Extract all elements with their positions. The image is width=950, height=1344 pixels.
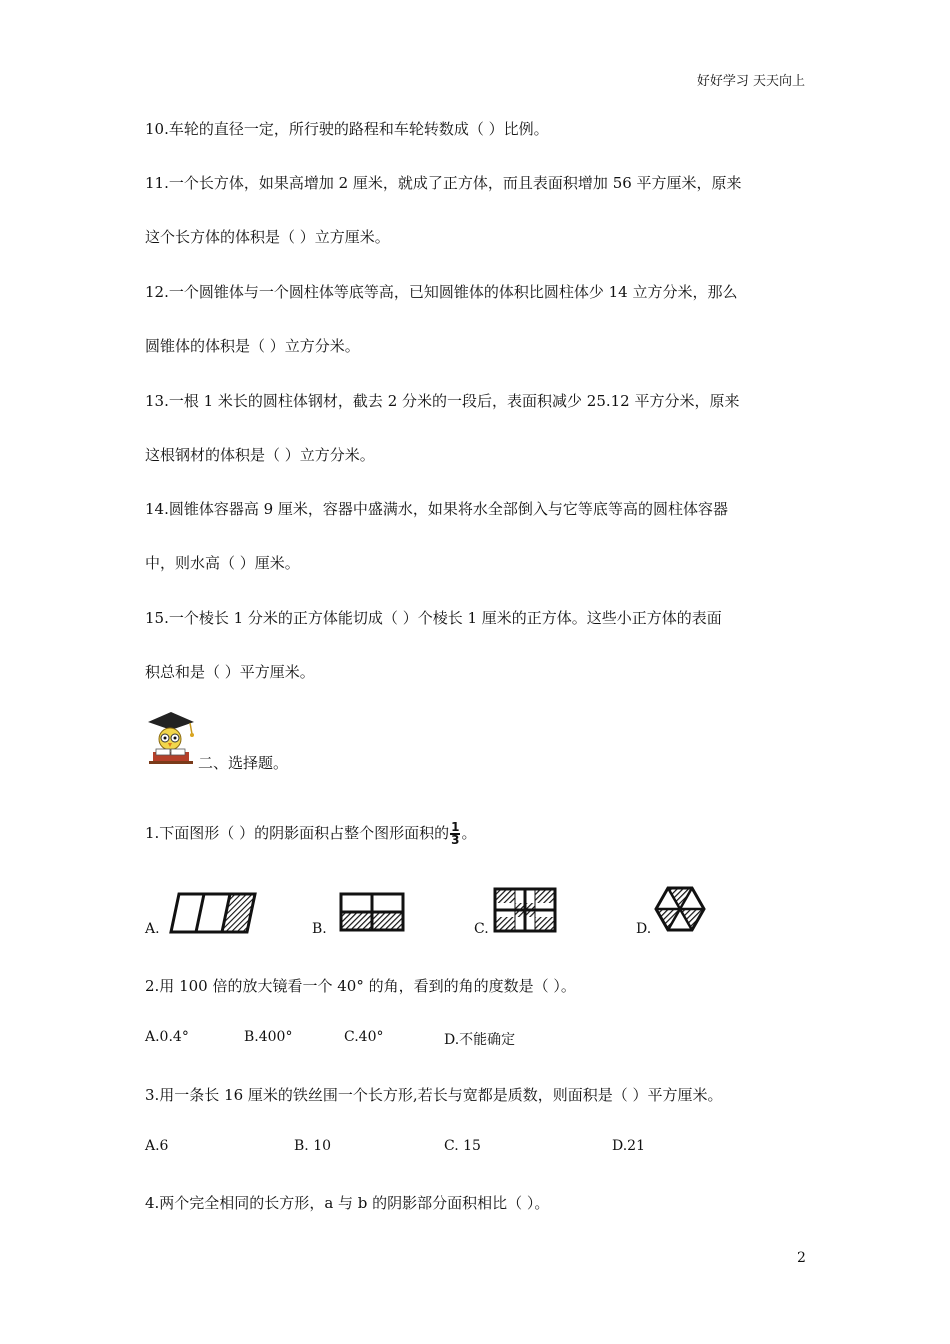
page-number: 2: [797, 1250, 806, 1266]
q2-option-b: B.400°: [244, 1029, 293, 1045]
option-b-label: B.: [312, 921, 327, 937]
option-b-rectangle-figure: [338, 891, 406, 933]
option-c-grid-figure: [492, 886, 558, 934]
choice-question-3: 3.用一条长 16 厘米的铁丝围一个长方形,若长与宽都是质数，则面积是（ ）平方厘米。: [145, 1086, 723, 1104]
option-a-label: A.: [145, 921, 160, 937]
option-d-label: D.: [636, 921, 652, 937]
question-15-line1: 15.一个棱长 1 分米的正方体能切成（ ）个棱长 1 厘米的正方体。这些小正方体的表面: [145, 609, 722, 627]
question-10: 10.车轮的直径一定，所行驶的路程和车轮转数成（ ）比例。: [145, 120, 549, 138]
section-title: 二、选择题。: [198, 754, 289, 772]
choice-question-1-stem: 1.下面图形（ ）的阴影面积占整个图形面积的: [145, 824, 450, 842]
choice-question-1-end: 。: [461, 824, 477, 842]
question-12-line2: 圆锥体的体积是（ ）立方分米。: [145, 337, 360, 355]
fraction-denominator: 3: [451, 833, 460, 847]
fraction-numerator: 1: [451, 820, 460, 834]
question-14-line1: 14.圆锥体容器高 9 厘米，容器中盛满水，如果将水全部倒入与它等底等高的圆柱体容器: [145, 500, 728, 518]
choice-question-4: 4.两个完全相同的长方形，a 与 b 的阴影部分面积相比（ ）。: [145, 1194, 550, 1212]
choice-question-1: [145, 822, 476, 846]
question-11-line2: 这个长方体的体积是（ ）立方厘米。: [145, 228, 390, 246]
q3-option-a: A.6: [145, 1138, 169, 1154]
question-11-line1: 11.一个长方体，如果高增加 2 厘米，就成了正方体，而且表面积增加 56 平方厘米，原来: [145, 174, 742, 192]
question-15-line2: 积总和是（ ）平方厘米。: [145, 663, 315, 681]
q2-option-d: D.不能确定: [444, 1032, 516, 1048]
choice-question-2: 2.用 100 倍的放大镜看一个 40° 的角，看到的角的度数是（ ）。: [145, 977, 576, 995]
question-14-line2: 中，则水高（ ）厘米。: [145, 554, 300, 572]
option-d-hexagon-figure: [653, 884, 707, 934]
q3-option-c: C. 15: [444, 1138, 481, 1154]
question-13-line2: 这根钢材的体积是（ ）立方分米。: [145, 446, 375, 464]
q3-option-d: D.21: [612, 1138, 645, 1154]
q2-option-a: A.0.4°: [145, 1029, 189, 1045]
question-13-line1: 13.一根 1 米长的圆柱体钢材，截去 2 分米的一段后，表面积减少 25.12 平方分米，原来: [145, 392, 740, 410]
option-c-label: C.: [474, 921, 489, 937]
fraction-one-third: [450, 822, 460, 846]
q3-option-b: B. 10: [294, 1138, 332, 1154]
graduate-mascot-icon: [143, 708, 198, 768]
page-header: 好好学习 天天向上: [696, 74, 805, 89]
option-a-parallelogram-figure: [167, 888, 259, 938]
q2-option-c: C.40°: [344, 1029, 384, 1045]
question-12-line1: 12.一个圆锥体与一个圆柱体等底等高，已知圆锥体的体积比圆柱体少 14 立方分米，那么: [145, 283, 738, 301]
